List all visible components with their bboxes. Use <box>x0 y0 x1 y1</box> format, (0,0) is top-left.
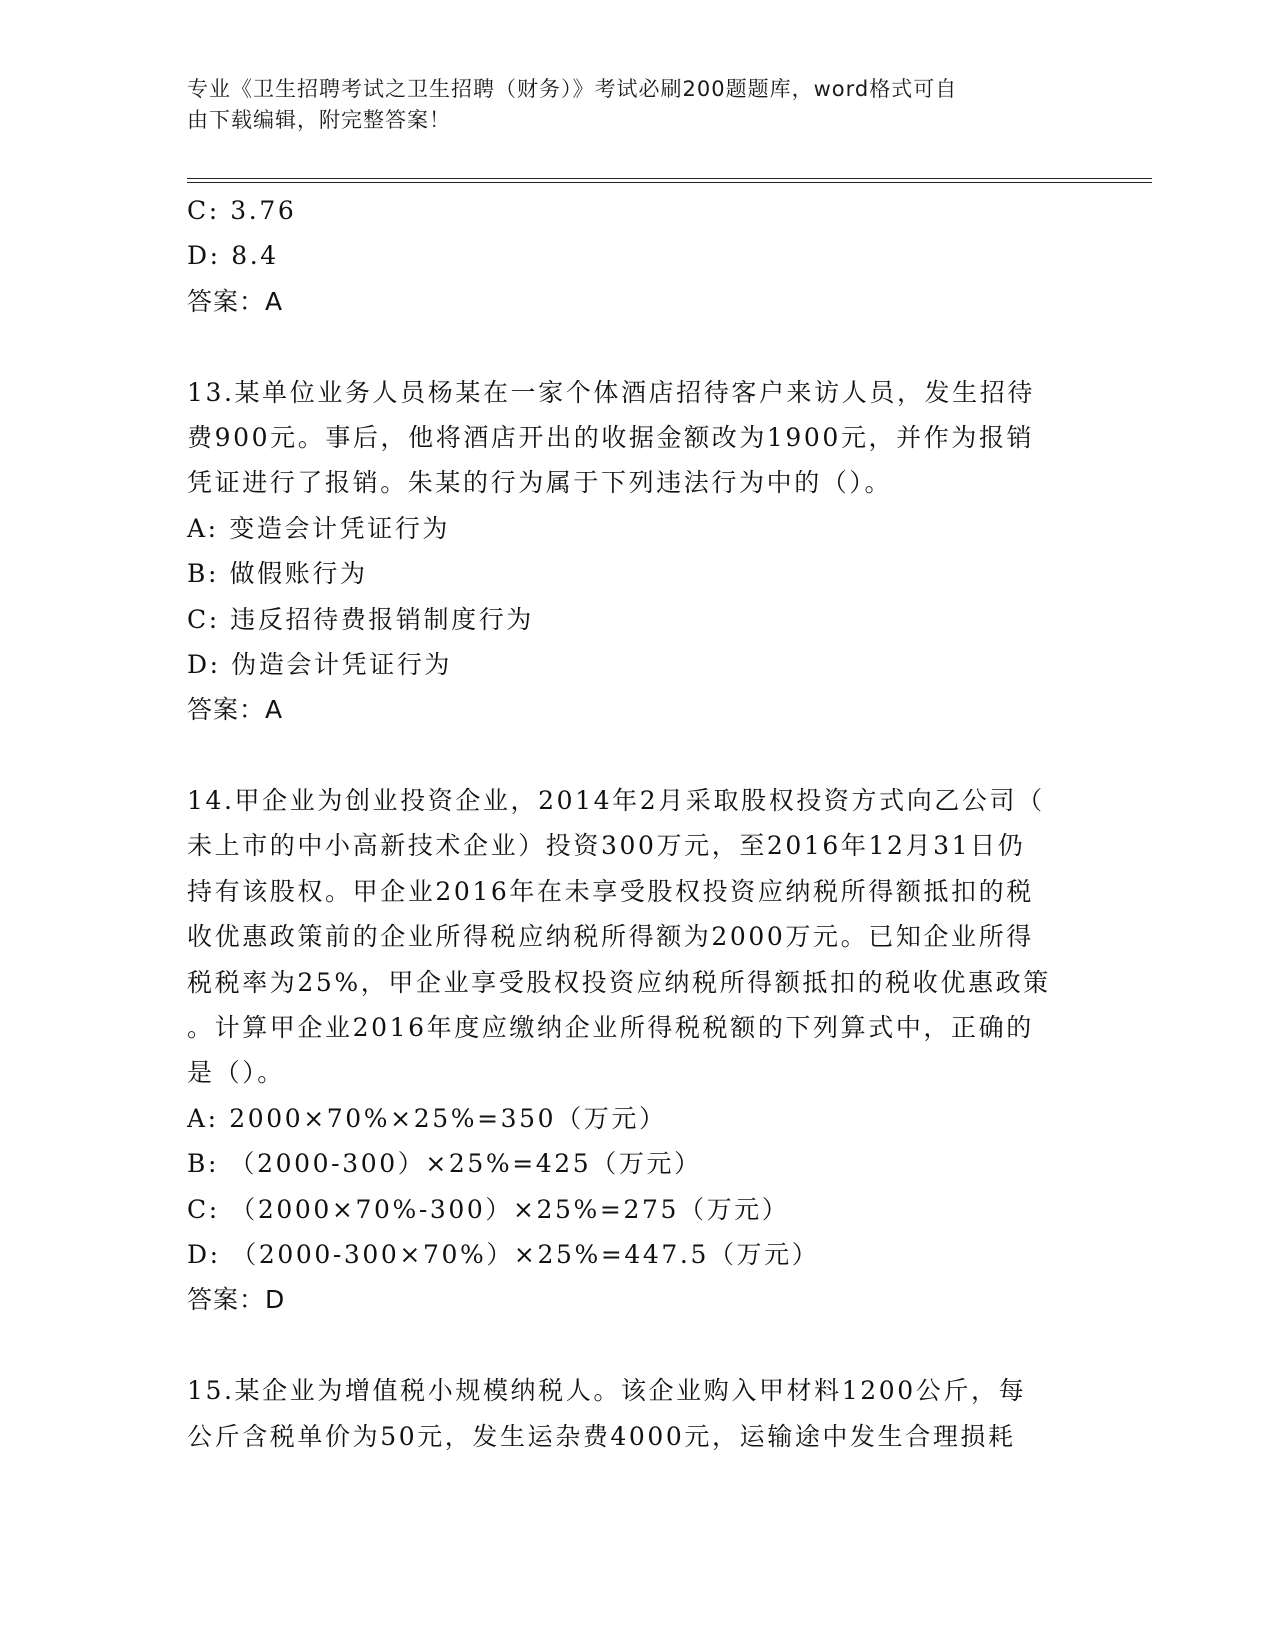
option-line: B: 做假账行为 <box>187 559 368 589</box>
option-line: C: （2000×70%-300）×25%=275（万元） <box>187 1194 790 1224</box>
paragraph-gap <box>187 1323 1087 1368</box>
option-line: C: 违反招待费报销制度行为 <box>187 604 534 634</box>
header-line-1: 专业《卫生招聘考试之卫生招聘（财务）》考试必刷200题题库，word格式可自 <box>187 77 958 101</box>
option-line: B: （2000-300）×25%=425（万元） <box>187 1149 702 1179</box>
question-line: 费900元。事后，他将酒店开出的收据金额改为1900元，并作为报销 <box>187 422 1035 452</box>
question-line: 15.某企业为增值税小规模纳税人。该企业购入甲材料1200公斤，每 <box>187 1376 1027 1406</box>
question-line: 14.甲企业为创业投资企业，2014年2月采取股权投资方式向乙公司（ <box>187 786 1045 816</box>
question-line: 收优惠政策前的企业所得税应纳税所得额为2000万元。已知企业所得 <box>187 922 1034 952</box>
question-line: 持有该股权。甲企业2016年在未享受股权投资应纳税所得额抵扣的税 <box>187 876 1034 906</box>
paragraph-gap <box>187 324 1087 369</box>
option-line: A: 变造会计凭证行为 <box>187 513 451 543</box>
question-line: 是（）。 <box>187 1058 285 1088</box>
option-line: D: 伪造会计凭证行为 <box>187 649 453 679</box>
header-line-2: 由下载编辑，附完整答案！ <box>187 108 451 132</box>
question-line: 。计算甲企业2016年度应缴纳企业所得税税额的下列算式中，正确的 <box>187 1013 1034 1043</box>
header-rule-bottom <box>187 182 1152 183</box>
question-line: 公斤含税单价为50元，发生运杂费4000元，运输途中发生合理损耗 <box>187 1421 1016 1451</box>
question-line: 凭证进行了报销。朱某的行为属于下列违法行为中的（）。 <box>187 468 893 498</box>
question-line: 税税率为25%，甲企业享受股权投资应纳税所得额抵扣的税收优惠政策 <box>187 967 1051 997</box>
option-line: C: 3.76 <box>187 196 297 225</box>
question-line: 13.某单位业务人员杨某在一家个体酒店招待客户来访人员，发生招待 <box>187 377 1035 407</box>
page-header <box>187 74 1067 136</box>
option-line: D: 8.4 <box>187 241 279 271</box>
document-body <box>187 188 1087 1459</box>
header-rule-top <box>187 178 1152 179</box>
answer-line: 答案：A <box>187 286 284 316</box>
paragraph-gap <box>187 733 1087 778</box>
option-line: A: 2000×70%×25%=350（万元） <box>187 1103 667 1133</box>
answer-line: 答案：A <box>187 695 284 725</box>
answer-line: 答案：D <box>187 1285 286 1315</box>
option-line: D: （2000-300×70%）×25%=447.5（万元） <box>187 1239 820 1269</box>
question-line: 未上市的中小高新技术企业）投资300万元，至2016年12月31日仍 <box>187 831 1026 861</box>
